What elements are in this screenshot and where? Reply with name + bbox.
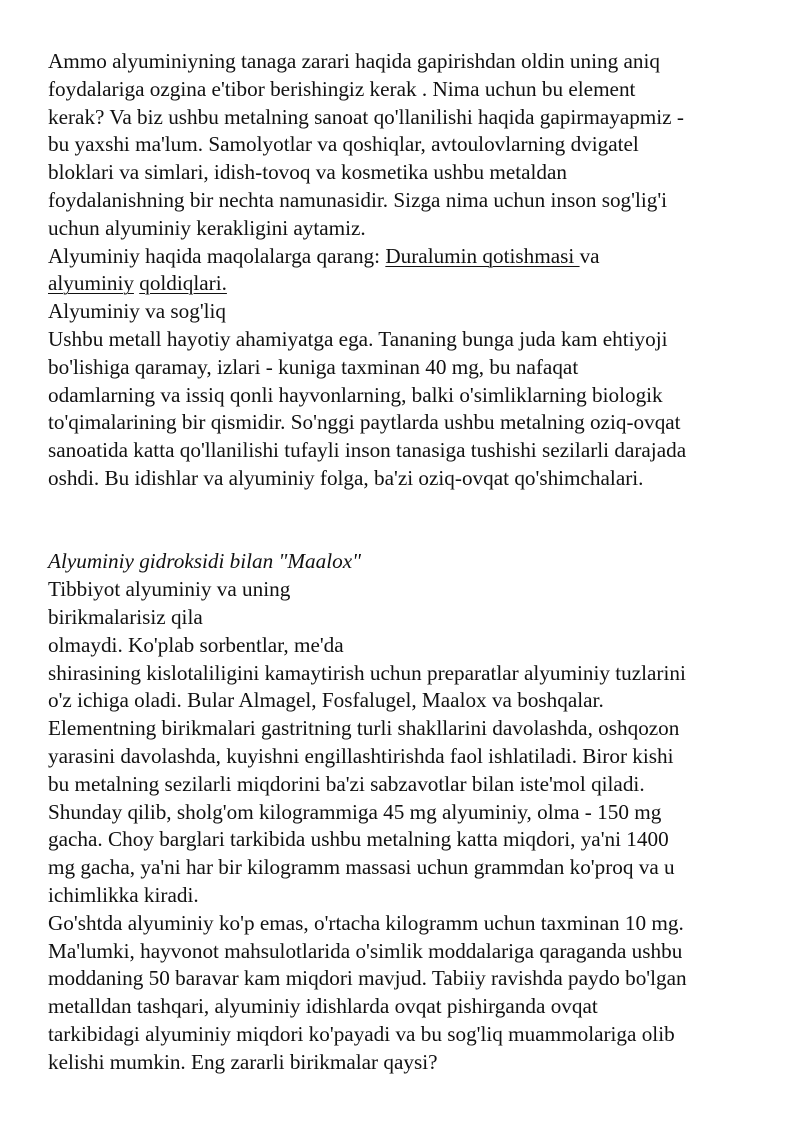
related-line [48, 243, 784, 271]
related-articles [48, 243, 784, 299]
text-line: Tibbiyot alyuminiy va uning [48, 577, 291, 602]
related-middle: va [579, 243, 600, 268]
text-line: o'z ichiga oladi. Bular Almagel, Fosfalugel, Maalox va boshqalar. [48, 688, 604, 713]
text-line: tarkibidagi alyuminiy miqdori ko'payadi va bu sog'liq muammolariga olib [48, 1021, 675, 1046]
text-line: uchun alyuminiy kerakligini aytamiz. [48, 215, 366, 240]
text-line: mg gacha, ya'ni har bir kilogramm massasi uchun grammdan ko'proq va u [48, 855, 675, 880]
section-medicine [48, 548, 784, 909]
text-line: bu metalning sezilarli miqdorini ba'zi sabzavotlar bilan iste'mol qiladi. [48, 771, 645, 796]
text-line: yarasini davolashda, kuyishni engillashtirishda faol ishlatiladi. Biror kishi [48, 743, 674, 768]
image-caption: Alyuminiy gidroksidi bilan "Maalox" [48, 549, 362, 574]
text-line: birikmalarisiz qila [48, 604, 203, 629]
link-duralumin[interactable]: Duralumin qotishmasi [385, 243, 580, 268]
text-line: metalldan tashqari, alyuminiy idishlarda ovqat pishirganda ovqat [48, 994, 598, 1019]
section-meat [48, 910, 784, 1077]
text-line: moddaning 50 baravar kam miqdori mavjud. Tabiiy ravishda paydo bo'lgan [48, 966, 687, 991]
text-line: Shunday qilib, sholg'om kilogrammiga 45 mg alyuminiy, olma - 150 mg [48, 799, 662, 824]
text-line: ichimlikka kiradi. [48, 882, 199, 907]
text-line: bo'lishiga qaramay, izlari - kuniga taxminan 40 mg, bu nafaqat [48, 354, 579, 379]
text-line: to'qimalarining bir qismidir. So'nggi paytlarda ushbu metalning oziq-ovqat [48, 410, 681, 435]
section-heading: Alyuminiy va sog'liq [48, 299, 227, 324]
related-line [48, 270, 784, 298]
text-line: sanoatida katta qo'llanilishi tufayli inson tanasiga tushishi sezilarli darajada [48, 438, 687, 463]
text-line: kelishi mumkin. Eng zararli birikmalar qaysi? [48, 1049, 438, 1074]
text-line: bloklari va simlari, idish-tovoq va kosmetika ushbu metaldan [48, 160, 568, 185]
text-line: gacha. Choy barglari tarkibida ushbu metalning katta miqdori, ya'ni 1400 [48, 827, 669, 852]
text-line: Elementning birikmalari gastritning turli shakllarini davolashda, oshqozon [48, 716, 680, 741]
text-line: Go'shtda alyuminiy ko'p emas, o'rtacha kilogramm uchun taxminan 10 mg. [48, 910, 684, 935]
text-line: shirasining kislotaliligini kamaytirish uchun preparatlar alyuminiy tuzlarini [48, 660, 686, 685]
section-health [48, 298, 784, 493]
text-line: odamlarning va issiq qonli hayvonlarning, balki o'simliklarning biologik [48, 382, 663, 407]
text-line: olmaydi. Ko'plab sorbentlar, me'da [48, 632, 344, 657]
text-line: foydalariga ozgina e'tibor berishingiz kerak . Nima uchun bu element [48, 76, 636, 101]
text-line: Ushbu metall hayotiy ahamiyatga ega. Tananing bunga juda kam ehtiyoji [48, 326, 668, 351]
text-line: oshdi. Bu idishlar va alyuminiy folga, ba'zi oziq-ovqat qo'shimchalari. [48, 465, 644, 490]
text-line: foydalanishning bir nechta namunasidir. Sizga nima uchun inson sog'lig'i [48, 187, 668, 212]
text-line: Ammo alyuminiyning tanaga zarari haqida gapirishdan oldin uning aniq [48, 49, 660, 73]
related-prefix: Alyuminiy haqida maqolalarga qarang: [48, 243, 386, 268]
intro-paragraph [48, 48, 784, 243]
link-qoldiqlari[interactable]: qoldiqlari. [139, 271, 227, 296]
document-page [48, 48, 784, 1076]
text-line: Ma'lumki, hayvonot mahsulotlarida o'simlik moddalariga qaraganda ushbu [48, 938, 683, 963]
text-line: kerak? Va biz ushbu metalning sanoat qo'llanilishi haqida gapirmayapmiz - [48, 104, 684, 129]
link-alyuminiy[interactable]: alyuminiy [48, 271, 134, 296]
text-line: bu yaxshi ma'lum. Samolyotlar va qoshiqlar, avtoulovlarning dvigatel [48, 132, 639, 157]
spacer [48, 493, 784, 549]
